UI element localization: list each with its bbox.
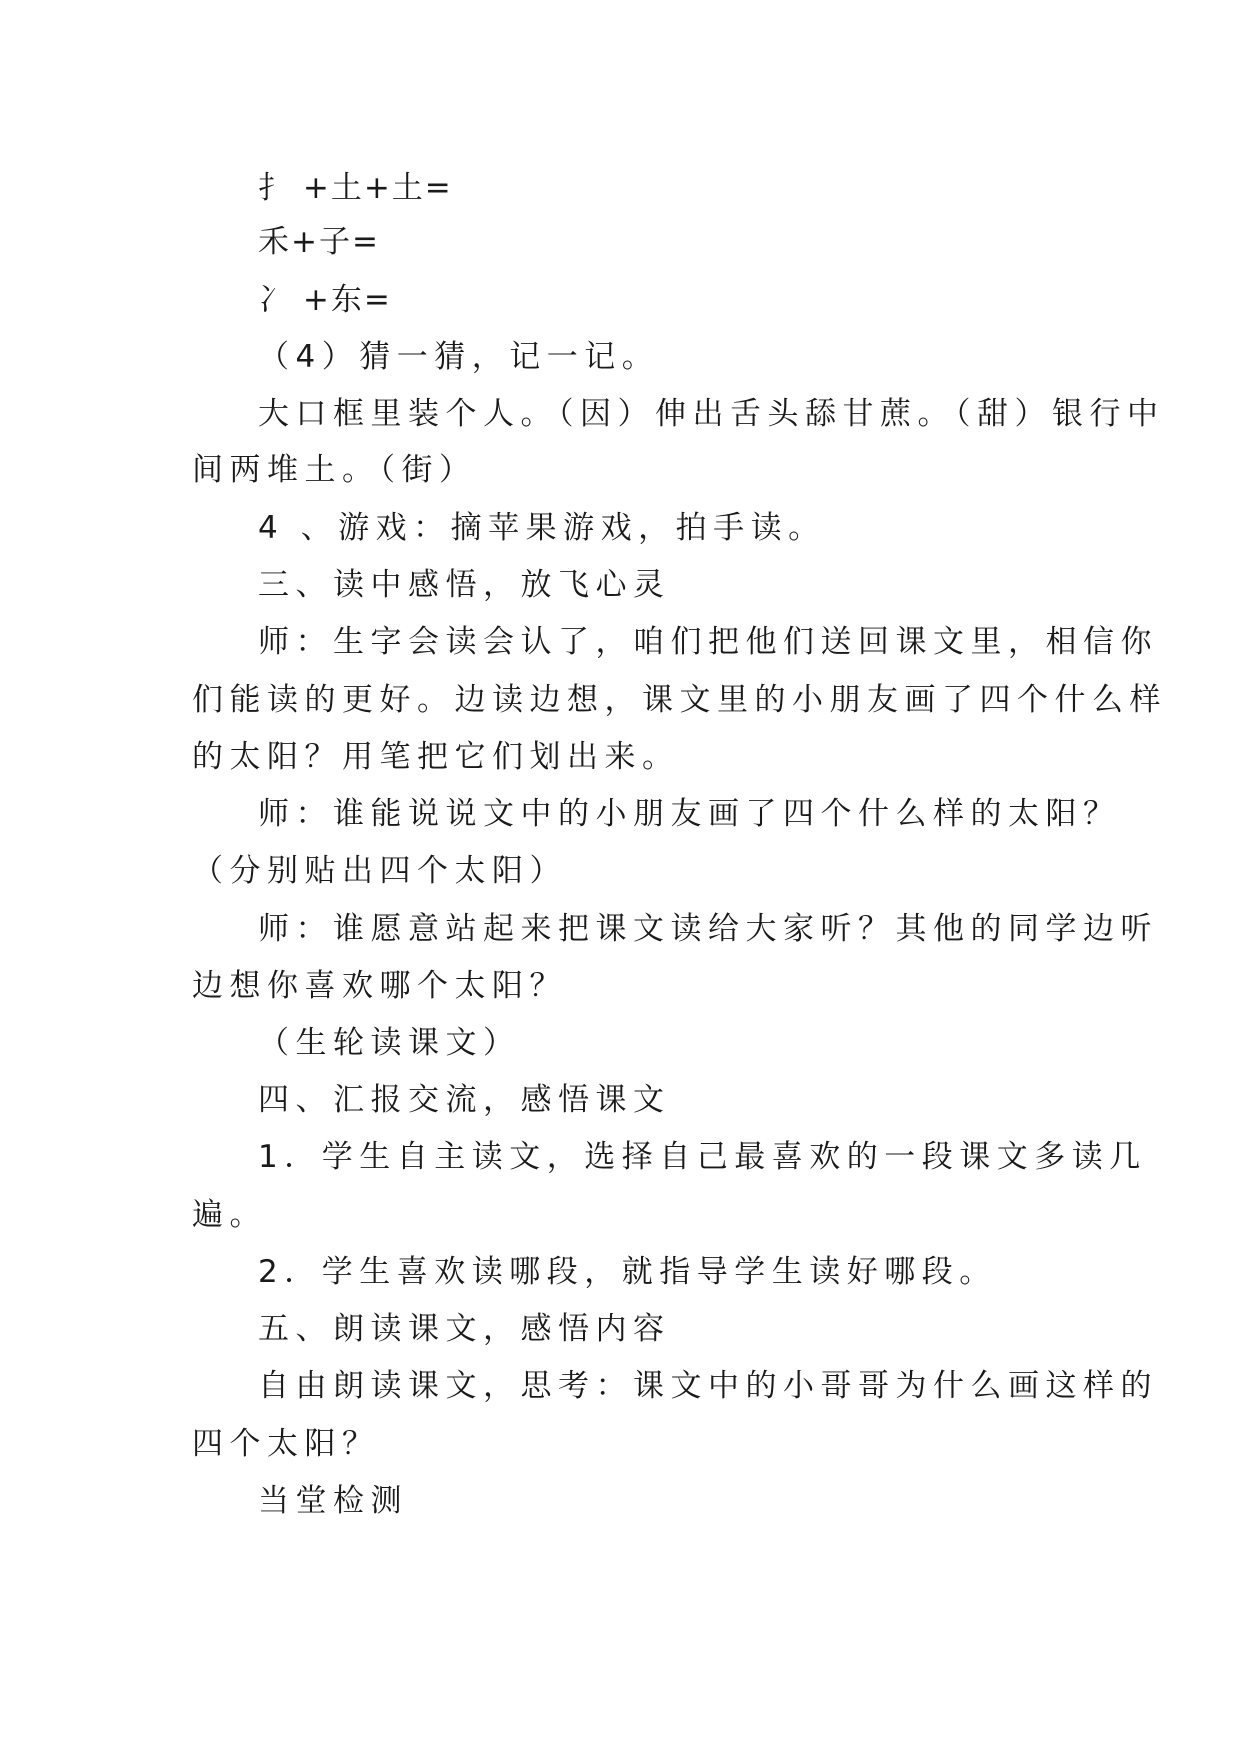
formula-line-3: 冫 +东=: [258, 282, 392, 318]
teacher-paragraph-3-line-2: 边想你喜欢哪个太阳？: [192, 968, 567, 1004]
section-heading-five: 五、朗读课文，感悟内容: [258, 1311, 671, 1347]
section-heading-four: 四、汇报交流，感悟课文: [258, 1082, 671, 1118]
teacher-paragraph-1-line-3: 的太阳？用笔把它们划出来。: [192, 739, 680, 775]
formula-line-2: 禾+子=: [258, 224, 380, 260]
reading-note: （生轮读课文）: [258, 1025, 521, 1061]
section-heading-three: 三、读中感悟，放飞心灵: [258, 567, 671, 603]
teacher-paragraph-3-line-1: 师：谁愿意站起来把课文读给大家听？其他的同学边听: [258, 911, 1158, 947]
teacher-paragraph-1-line-2: 们能读的更好。边读边想，课文里的小朋友画了四个什么样: [192, 682, 1167, 718]
step-1-line-1: 1．学生自主读文，选择自己最喜欢的一段课文多读几: [258, 1139, 1147, 1175]
formula-line-1: 扌 +土+土=: [258, 170, 453, 206]
game-step: 4 、游戏：摘苹果游戏，拍手读。: [258, 510, 826, 546]
step-1-line-2: 遍。: [192, 1197, 267, 1233]
teacher-paragraph-2-line-2: （分别贴出四个太阳）: [192, 853, 567, 889]
riddle-paragraph-line-2: 间两堆土。（街）: [192, 452, 477, 488]
teacher-paragraph-2-line-1: 师：谁能说说文中的小朋友画了四个什么样的太阳？: [258, 796, 1121, 832]
teacher-paragraph-1-line-1: 师：生字会读会认了，咱们把他们送回课文里，相信你: [258, 624, 1158, 660]
section-heading-guess: （4）猜一猜，记一记。: [258, 339, 660, 375]
reading-task-line-2: 四个太阳？: [192, 1426, 380, 1462]
step-2: 2．学生喜欢读哪段，就指导学生读好哪段。: [258, 1254, 997, 1290]
riddle-paragraph-line-1: 大口框里装个人。（因）伸出舌头舔甘蔗。（甜）银行中: [258, 396, 1165, 432]
section-heading-check: 当堂检测: [258, 1483, 408, 1519]
reading-task-line-1: 自由朗读课文，思考：课文中的小哥哥为什么画这样的: [258, 1368, 1158, 1404]
